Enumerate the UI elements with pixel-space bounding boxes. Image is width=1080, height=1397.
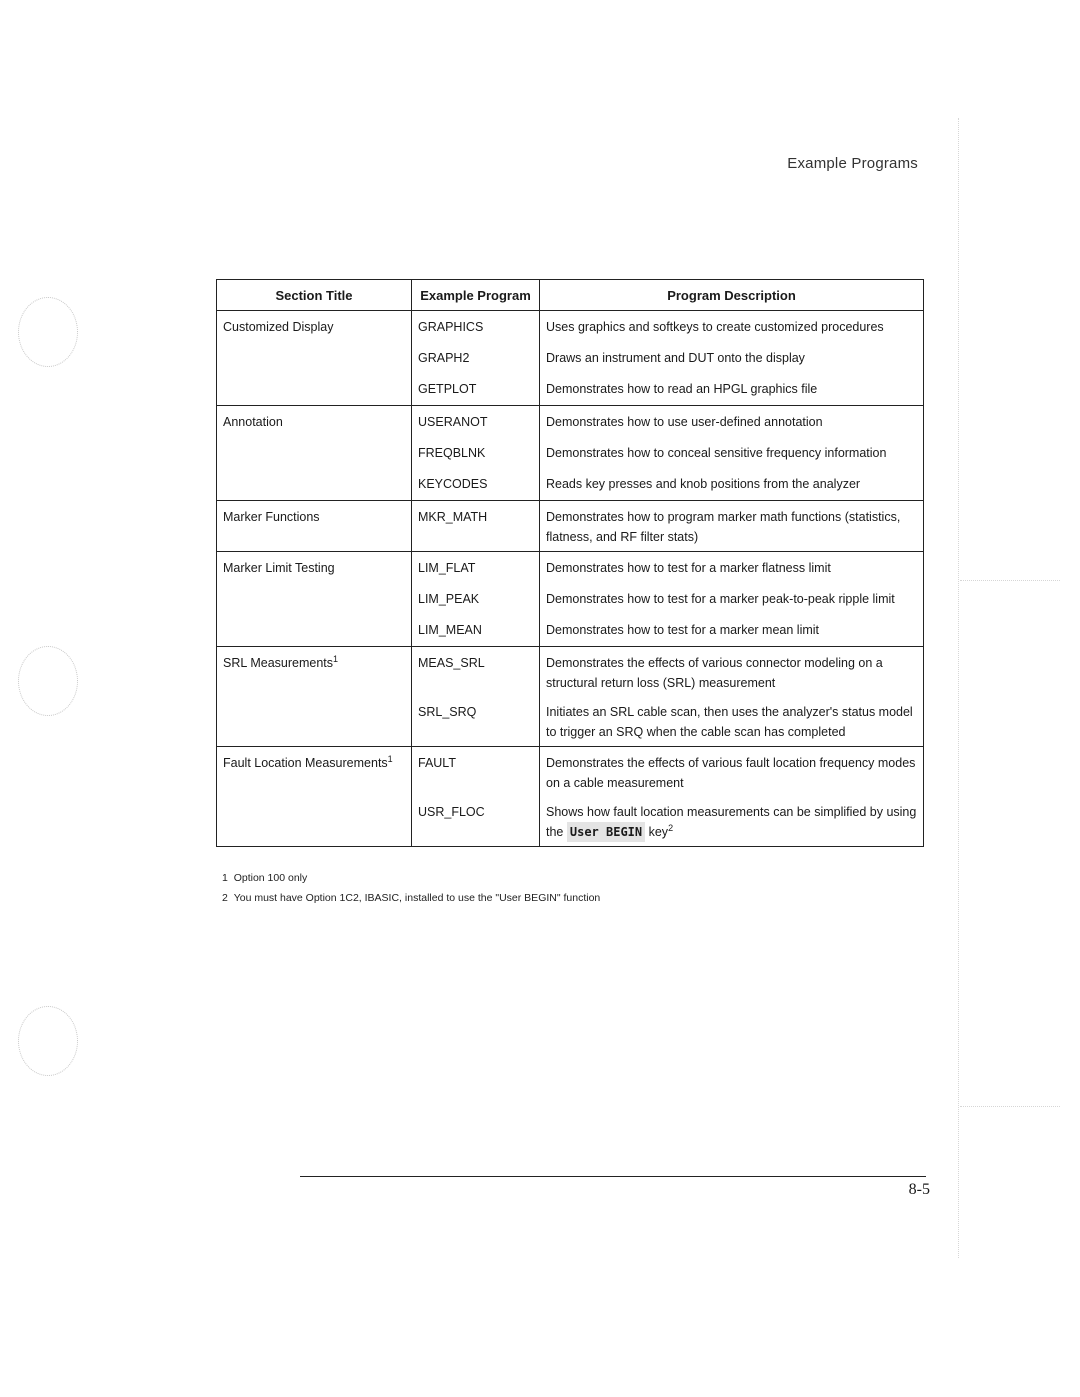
program-name: GRAPHICS [418,320,484,334]
margin-tick-upper [960,580,1060,581]
program-description: Demonstrates how to test for a marker flatness limit [546,561,831,575]
program-name: MEAS_SRL [418,656,485,670]
program-cell [412,747,540,847]
footnote-number: 2 [222,892,228,904]
footnote [222,892,600,904]
section-title [223,653,405,679]
example-programs-table [216,279,924,847]
program-description: Demonstrates how to conceal sensitive frequency information [546,446,887,460]
program-description: Demonstrates the effects of various connector modeling on a structural return loss (SRL) measurement [546,656,883,690]
section-cell [217,406,412,501]
program-description: Demonstrates how to test for a marker peak-to-peak ripple limit [546,592,895,606]
section-cell [217,501,412,552]
program-name: GETPLOT [418,382,477,396]
footer-rule [300,1176,926,1177]
program-description: Draws an instrument and DUT onto the display [546,351,805,365]
program-name: GRAPH2 [418,351,470,365]
section-title: Marker Limit Testing [223,561,335,575]
program-name: LIM_PEAK [418,592,480,606]
footnote-text: Option 100 only [233,872,308,884]
section-cell [217,647,412,747]
punch-hole-middle [18,646,78,716]
program-name: SRL_SRQ [418,705,477,719]
table-row [217,647,924,747]
program-description: Demonstrates how to program marker math functions (statistics, flatness, and RF filter stats) [546,510,901,544]
program-description: Demonstrates how to use user-defined annotation [546,415,823,429]
punch-hole-top [18,297,78,367]
table-row [217,747,924,847]
header-example-program: Example Program [412,280,540,311]
program-description: Initiates an SRL cable scan, then uses the analyzer's status model to trigger an SRQ when the cable scan has completed [546,705,913,739]
description-cell [540,406,924,501]
footnote-number: 1 [222,872,228,884]
header-program-description: Program Description [540,280,924,311]
program-name: USERANOT [418,415,488,429]
margin-tick-lower [960,1106,1060,1107]
section-cell [217,552,412,647]
program-name: FAULT [418,756,456,770]
table-header-row [217,280,924,311]
program-cell [412,552,540,647]
description-cell [540,501,924,552]
program-name: FREQBLNK [418,446,486,460]
section-cell [217,311,412,406]
description-text: Shows how fault location measurements can be simplified by using the [546,805,917,839]
program-cell [412,501,540,552]
user-begin-key: User BEGIN [567,822,645,842]
footnote [222,872,600,884]
program-name: MKR_MATH [418,510,488,524]
section-title [223,753,405,779]
header-section-title: Section Title [217,280,412,311]
section-title: Marker Functions [223,510,320,524]
description-cell [540,311,924,406]
key-suffix: key [648,825,669,839]
section-title: Customized Display [223,320,334,334]
punch-hole-bottom [18,1006,78,1076]
footnote-marker: 1 [333,653,339,664]
footnote-marker: 2 [668,822,674,833]
footnote-marker: 1 [387,753,393,764]
program-name: USR_FLOC [418,805,485,819]
program-name: LIM_MEAN [418,623,482,637]
program-description: Demonstrates the effects of various fault location frequency modes on a cable measurement [546,756,916,790]
program-description: Uses graphics and softkeys to create customized procedures [546,320,884,334]
table-row [217,552,924,647]
description-cell [540,552,924,647]
program-cell [412,406,540,501]
program-description: Demonstrates how to test for a marker mean limit [546,623,820,637]
description-cell [540,747,924,847]
table-row [217,406,924,501]
section-title-text: Fault Location Measurements [223,756,388,770]
description-cell [540,647,924,747]
footnote-text: You must have Option 1C2, IBASIC, installed to use the "User BEGIN" function [233,892,601,904]
section-cell [217,747,412,847]
margin-rule [958,118,959,1258]
table-row [217,501,924,552]
section-title: Annotation [223,415,283,429]
page-number: 8-5 [908,1181,930,1198]
program-cell [412,647,540,747]
program-name: KEYCODES [418,477,488,491]
table-row [217,311,924,406]
program-cell [412,311,540,406]
footnotes [222,872,600,912]
running-head: Example Programs [787,155,918,172]
section-title-text: SRL Measurements [223,656,333,670]
program-description: Demonstrates how to read an HPGL graphics file [546,382,818,396]
program-description: Reads key presses and knob positions from the analyzer [546,477,861,491]
program-name: LIM_FLAT [418,561,476,575]
program-description [546,802,917,846]
